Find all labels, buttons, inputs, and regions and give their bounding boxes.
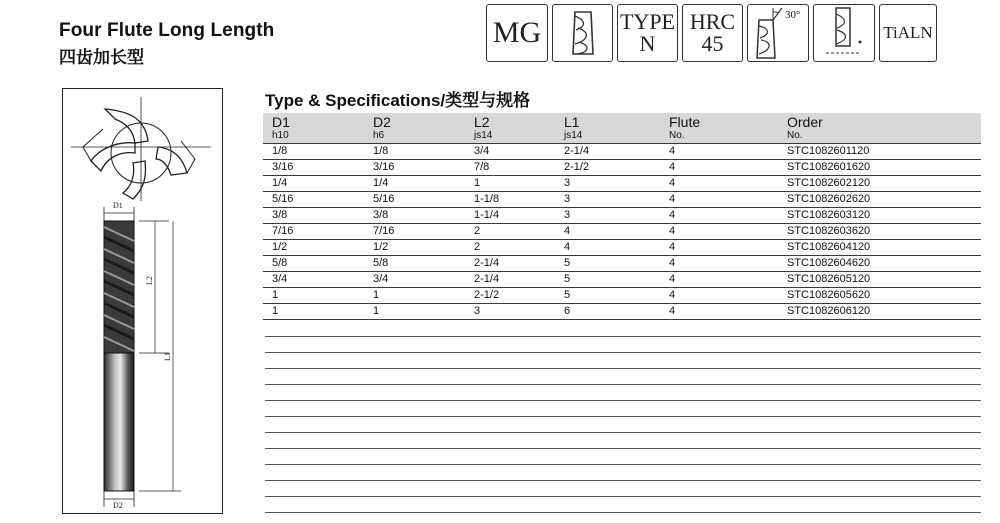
d1-label: D1 <box>113 201 123 210</box>
hardness-badge <box>682 4 743 62</box>
specs-title: Type & Specifications/类型与规格 <box>265 91 531 110</box>
blank-rule-line <box>265 384 981 385</box>
type-badge <box>617 4 678 62</box>
d2-label: D2 <box>113 501 123 510</box>
type-label: TYPE <box>620 9 675 34</box>
blank-rule-line <box>265 368 981 369</box>
blank-rule-line <box>265 496 981 497</box>
blank-rule-line <box>265 336 981 337</box>
blank-rule-line <box>265 480 981 481</box>
table-row: 7/16 7/16 2 4 4 STC1082603620 <box>263 224 981 240</box>
page-subtitle: 四齿加长型 <box>59 48 144 68</box>
specs-header-row <box>263 113 981 144</box>
coating-badge: TiALN <box>879 4 937 62</box>
ball-end-mill-icon <box>813 4 875 62</box>
column-header-d1: D1 h10 <box>263 113 364 144</box>
table-row: 1 1 3 6 4 STC1082606120 <box>263 304 981 320</box>
page-title: Four Flute Long Length <box>59 20 275 41</box>
l2-label: L2 <box>145 276 154 285</box>
hrc-label: HRC <box>689 9 736 34</box>
blank-rule-line <box>265 416 981 417</box>
shank-section <box>104 353 134 491</box>
blank-rule-line <box>265 448 981 449</box>
table-row: 1/2 1/2 2 4 4 STC1082604120 <box>263 240 981 256</box>
spec-badges <box>486 4 937 62</box>
table-row: 3/8 3/8 1-1/4 3 4 STC1082603120 <box>263 208 981 224</box>
hrc-value: 45 <box>701 31 724 56</box>
table-row: 1/8 1/8 3/4 2-1/4 4 STC1082601120 <box>263 144 981 160</box>
column-header-l2: L2 js14 <box>465 113 555 144</box>
table-row: 5/8 5/8 2-1/4 5 4 STC1082604620 <box>263 256 981 272</box>
column-header-flute: Flute No. <box>660 113 778 144</box>
blank-rule-line <box>265 512 981 513</box>
specs-table <box>263 113 981 320</box>
material-badge: MG <box>486 4 548 62</box>
table-row: 3/16 3/16 7/8 2-1/2 4 STC1082601620 <box>263 160 981 176</box>
column-header-l1: L1 js14 <box>555 113 660 144</box>
tool-diagram <box>62 88 223 514</box>
column-header-d2: D2 h6 <box>364 113 465 144</box>
type-value: N <box>639 31 656 56</box>
blank-rule-line <box>265 464 981 465</box>
table-row: 5/16 5/16 1-1/8 3 4 STC1082602620 <box>263 192 981 208</box>
table-row: 1/4 1/4 1 3 4 STC1082602120 <box>263 176 981 192</box>
table-row: 3/4 3/4 2-1/4 5 4 STC1082605120 <box>263 272 981 288</box>
helix-angle-label: 30° <box>785 9 801 21</box>
end-mill-icon <box>552 4 613 62</box>
blank-rule-line <box>265 400 981 401</box>
l1-label: L1 <box>163 352 172 361</box>
cross-section-icon <box>71 97 211 201</box>
table-row: 1 1 2-1/2 5 4 STC1082605620 <box>263 288 981 304</box>
blank-rule-line <box>265 352 981 353</box>
column-header-order: Order No. <box>778 113 981 144</box>
blank-rule-line <box>265 432 981 433</box>
helix-angle-badge <box>747 4 809 62</box>
